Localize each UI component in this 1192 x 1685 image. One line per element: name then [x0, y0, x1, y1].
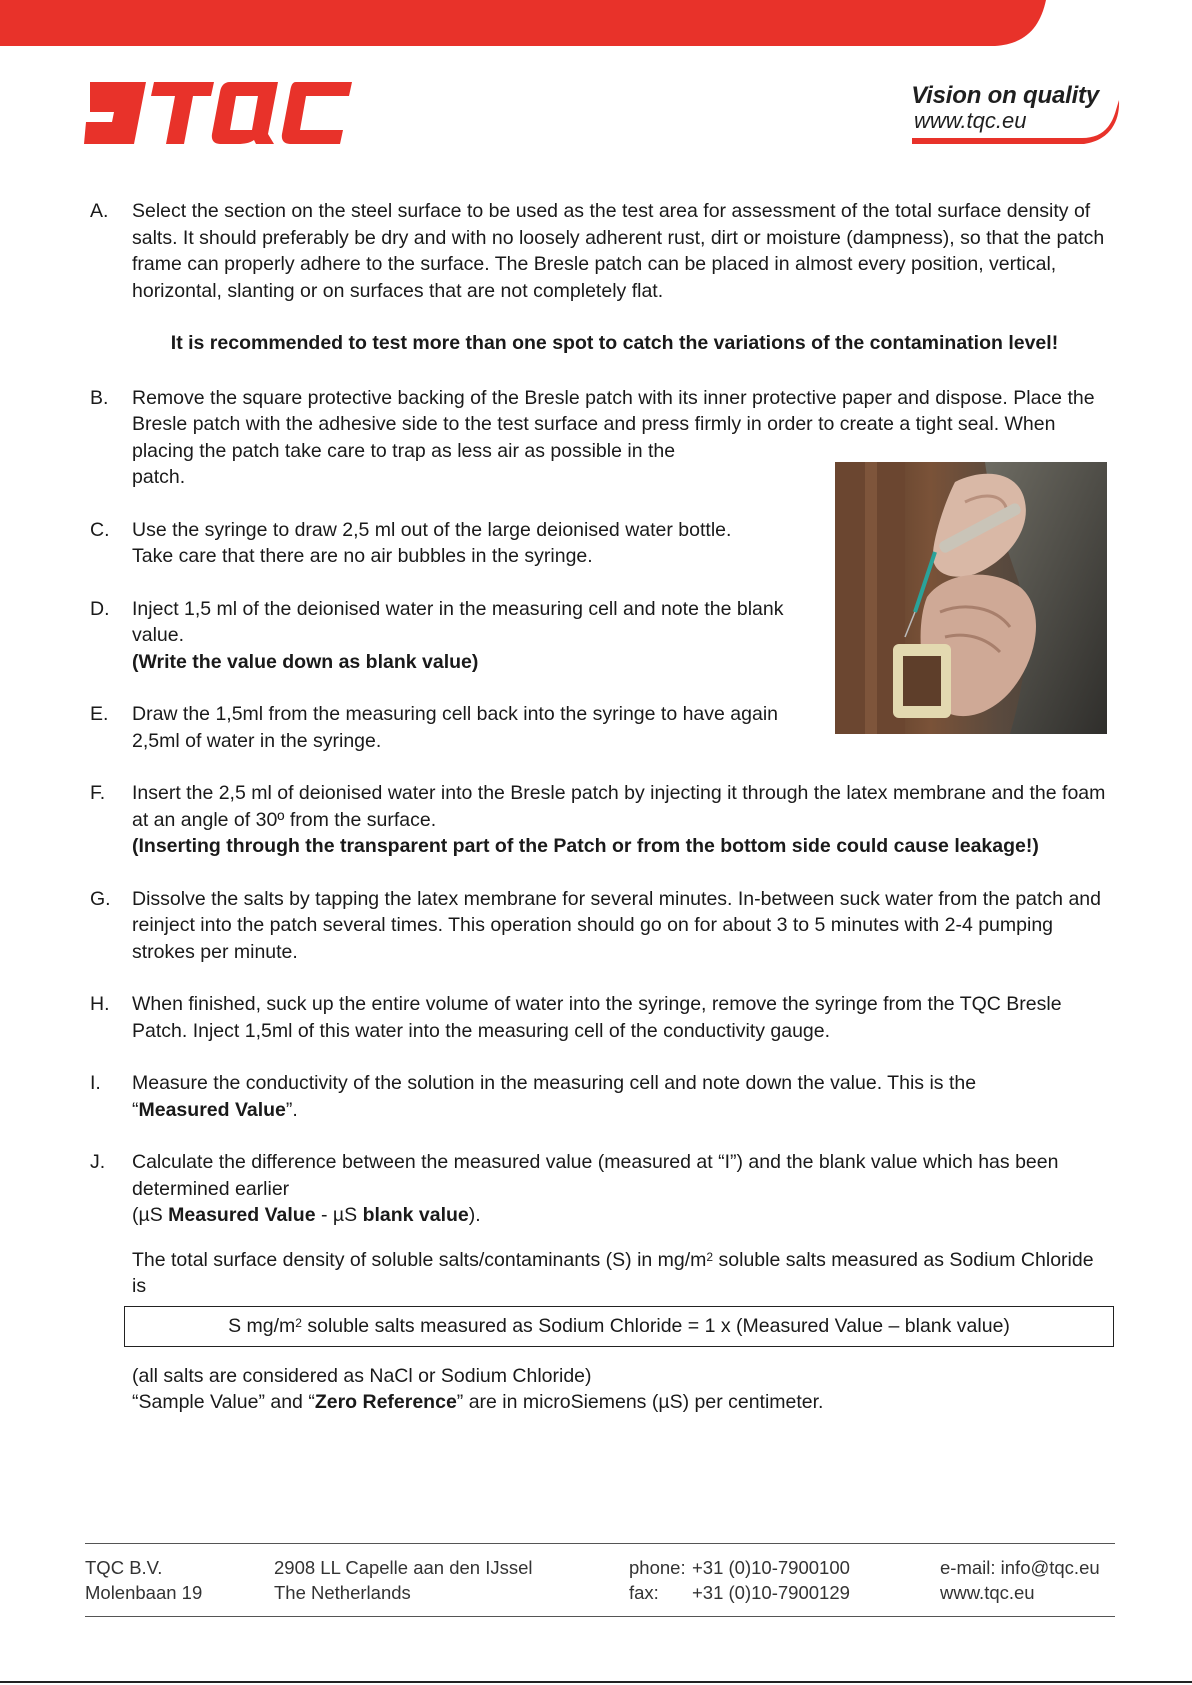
nacl-note: (all salts are considered as NaCl or Sodium Chloride): [132, 1364, 592, 1387]
bresle-patch-photo: [835, 462, 1107, 734]
step-text: Inject 1,5 ml of the deionised water in the measuring cell and note the blank value.: [132, 597, 784, 646]
footer-country: The Netherlands: [274, 1582, 411, 1603]
step-text: Use the syringe to draw 2,5 ml out of the large deionised water bottle.: [132, 518, 732, 541]
tagline-block: [906, 80, 1121, 146]
step-text: When finished, suck up the entire volume of water into the syringe, remove the syringe from the TQC Bresle Patch. Inject 1,5ml of this water into the measuring cell of the conductivity gauge.: [132, 993, 1062, 1042]
step-e: [87, 701, 807, 754]
superscript: 2: [295, 1315, 302, 1330]
step-marker: J.: [90, 1151, 106, 1173]
step-text: Draw the 1,5ml from the measuring cell back into the syringe to have again 2,5ml of water in the syringe.: [132, 703, 778, 752]
formula-box: [124, 1306, 1114, 1347]
step-a: [87, 198, 1112, 304]
quote-mark: “: [132, 1098, 139, 1121]
instructions: [87, 198, 1112, 1442]
step-text: Dissolve the salts by tapping the latex membrane for several minutes. In-between suck water from the patch and reinject into the patch several times. This operation should go on for about 3 to 5 minutes with 2-4 pumping strokes per minute.: [132, 887, 1101, 963]
formula-text: ).: [468, 1204, 481, 1226]
measured-value-term: Measured Value: [168, 1204, 316, 1226]
zero-reference-term: Zero Reference: [314, 1391, 457, 1413]
step-marker: C.: [90, 518, 110, 541]
header-red-band: [0, 0, 1192, 46]
step-text: Calculate the difference between the measured value (measured at “I”) and the blank value which has been determined earlier: [132, 1151, 1059, 1200]
footer-email: e-mail: info@tqc.eu: [940, 1557, 1100, 1578]
step-text: Take care that there are no air bubbles in the syringe.: [132, 545, 593, 567]
blank-value-term: blank value: [362, 1204, 469, 1226]
step-h: [87, 991, 1112, 1044]
step-g: [87, 886, 1112, 966]
fax-label: fax:: [629, 1582, 659, 1603]
footer-company: TQC B.V.: [85, 1557, 163, 1578]
page-bottom-rule: [0, 1681, 1192, 1683]
step-d: [87, 596, 807, 676]
recommendation-note: It is recommended to test more than one spot to catch the variations of the contamination level!: [170, 332, 1059, 354]
total-density-paragraph: [87, 1247, 1112, 1300]
step-marker: A.: [90, 200, 109, 222]
paragraph-text: soluble salts measured as Sodium Chloride is: [132, 1248, 1094, 1297]
page-footer: [85, 1543, 1115, 1617]
paragraph-text: The total surface density of soluble salts/contaminants (S) in mg/m: [132, 1248, 707, 1271]
step-marker: B.: [90, 386, 109, 409]
step-marker: G.: [90, 887, 111, 910]
step-f: [87, 780, 1112, 860]
step-marker: F.: [90, 782, 106, 804]
step-marker: H.: [90, 993, 110, 1015]
step-i: [87, 1070, 1112, 1123]
footer-fax: +31 (0)10-7900129: [692, 1582, 850, 1603]
units-note: “Sample Value” and “: [132, 1391, 315, 1413]
closing-notes: [87, 1363, 1112, 1416]
superscript: 2: [706, 1249, 714, 1264]
formula-text: soluble salts measured as Sodium Chloride = 1 x (Measured Value – blank value): [301, 1314, 1010, 1337]
step-c: [87, 517, 807, 570]
footer-city: 2908 LL Capelle aan den IJssel: [274, 1557, 533, 1578]
step-text: Measure the conductivity of the solution in the measuring cell and note down the value. This is the: [132, 1072, 977, 1094]
tqc-logo: [84, 82, 354, 144]
header-website: www.tqc.eu: [914, 108, 1027, 133]
footer-street: Molenbaan 19: [85, 1582, 203, 1603]
measured-value-term: Measured Value: [138, 1098, 286, 1121]
formula-text: (µS: [132, 1204, 169, 1226]
footer-phone: +31 (0)10-7900100: [692, 1557, 850, 1578]
step-text: patch.: [132, 466, 186, 488]
step-bold-note: (Inserting through the transparent part of the Patch or from the bottom side could cause leakage!): [132, 835, 1039, 857]
formula-text: - µS: [315, 1204, 363, 1226]
quote-mark: ”.: [285, 1098, 298, 1121]
step-marker: D.: [90, 597, 110, 620]
units-note: ” are in microSiemens (µS) per centimeter.: [456, 1391, 824, 1413]
tagline-text: Vision on quality: [911, 82, 1099, 109]
step-text: Remove the square protective backing of the Bresle patch with its inner protective paper and dispose. Place the Bresle patch with the adhesive side to the test surface and press firmly in order to create a tight seal. When placing the patch take care to trap as less air as possible in the: [132, 386, 1095, 462]
step-marker: I.: [90, 1072, 101, 1094]
formula-text: S mg/m: [228, 1314, 296, 1337]
step-bold-note: (Write the value down as blank value): [132, 650, 479, 673]
step-j: [87, 1149, 1112, 1229]
phone-label: phone:: [629, 1557, 686, 1578]
step-text: Insert the 2,5 ml of deionised water into the Bresle patch by injecting it through the latex membrane and the foam at an angle of 30º from the surface.: [132, 782, 1106, 831]
step-marker: E.: [90, 703, 109, 725]
footer-website: www.tqc.eu: [940, 1582, 1035, 1603]
step-text: Select the section on the steel surface to be used as the test area for assessment of the total surface density of salts. It should preferably be dry and with no loosely adherent rust, dirt or moisture (dampness), so that the patch frame can properly adhere to the surface. The Bresle patch can be placed in almost every position, vertical, horizontal, slanting or on surfaces that are not completely flat.: [132, 200, 1105, 302]
